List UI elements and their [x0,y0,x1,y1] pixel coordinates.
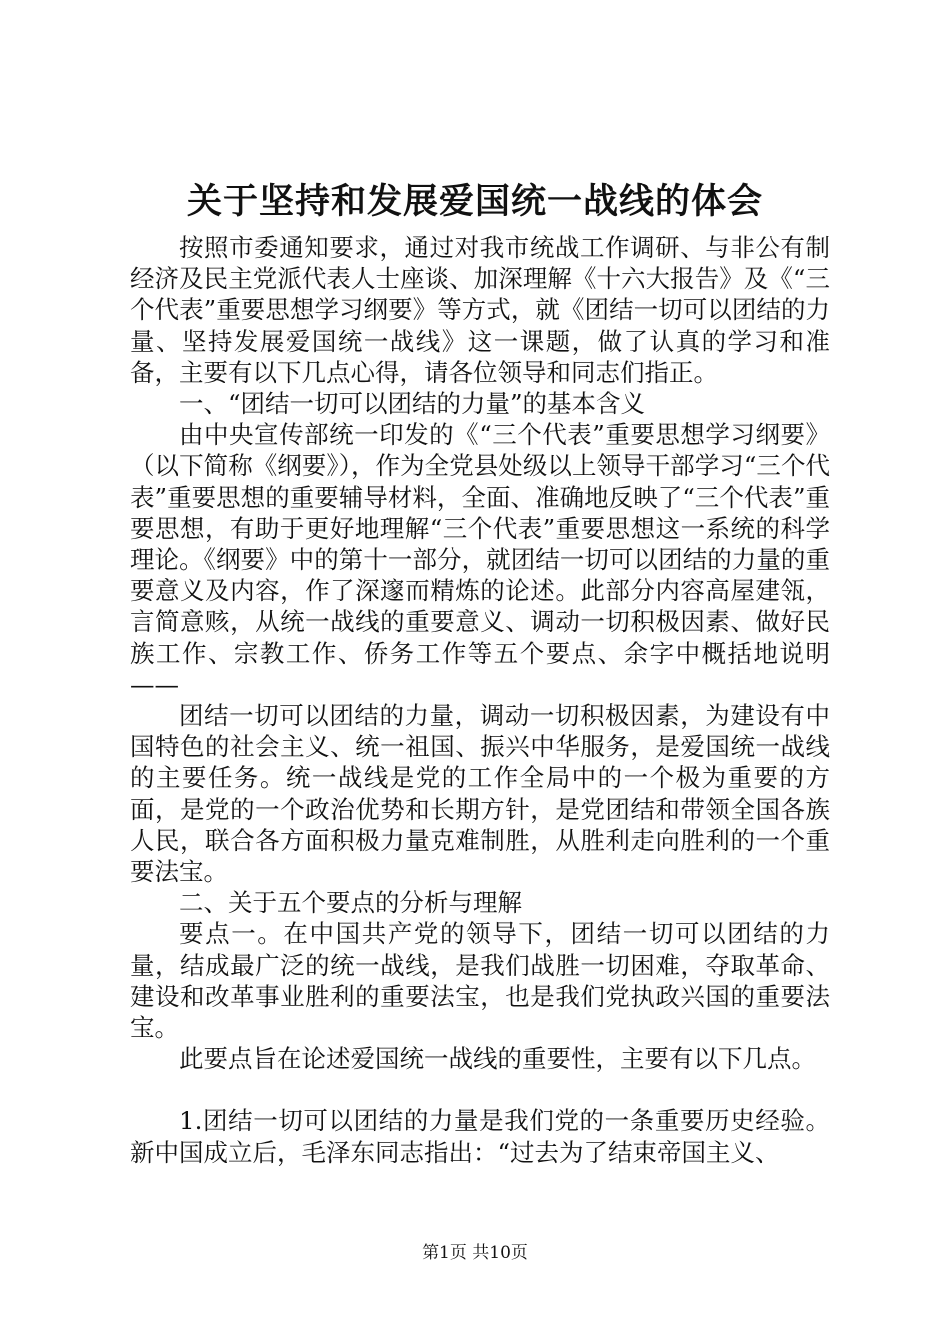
paragraph-gangyao: 由中央宣传部统一印发的《“三个代表”重要思想学习纲要》（以下简称《纲要》），作为全党县处级以上领导干部学习“三个代表”重要思想的重要辅导材料，全面、准确地反映了“三个代表”重要思想，有助于更好地理解“三个代表”重要思想这一系统的科学理论。《纲要》中的第十一部分，就团结一切可以团结的力量的重要意义及内容，作了深邃而精炼的论述。此部分内容高屋建瓴，言简意赅，从统一战线的重要意义、调动一切积极因素、做好民族工作、宗教工作、侨务工作等五个要点、余字中概括地说明—— [130,420,830,699]
paragraph-tuanjie: 团结一切可以团结的力量，调动一切积极因素，为建设有中国特色的社会主义、统一祖国、振兴中华服务，是爱国统一战线的主要任务。统一战线是党的工作全局中的一个极为重要的方面，是党的一个政治优势和长期方针，是党团结和带领全国各族人民，联合各方面积极力量克难制胜，从胜利走向胜利的一个重要法宝。 [130,701,830,887]
section-heading-2: 二、关于五个要点的分析与理解 [179,888,522,918]
paragraph-point-one-summary: 此要点旨在论述爱国统一战线的重要性，主要有以下几点。 [179,1044,816,1074]
paragraph-point-one: 要点一。在中国共产党的领导下，团结一切可以团结的力量，结成最广泛的统一战线，是我们战胜一切困难，夺取革命、建设和改革事业胜利的重要法宝，也是我们党执政兴国的重要法宝。 [130,919,830,1043]
document-title: 关于坚持和发展爱国统一战线的体会 [186,181,763,222]
document-body [130,232,830,1168]
page-number-footer: 第1页 共10页 [422,1243,528,1263]
section-heading-1: 一、“团结一切可以团结的力量”的基本含义 [179,389,646,419]
paragraph-item-1: 1.团结一切可以团结的力量是我们党的一条重要历史经验。新中国成立后，毛泽东同志指出：“过去为了结束帝国主义、 [130,1106,830,1167]
paragraph-intro: 按照市委通知要求，通过对我市统战工作调研、与非公有制经济及民主党派代表人士座谈、加深理解《十六大报告》及《“三个代表”重要思想学习纲要》等方式，就《团结一切可以团结的力量、坚持发展爱国统一战线》这一课题，做了认真的学习和准备，主要有以下几点心得，请各位领导和同志们指正。 [130,233,830,387]
